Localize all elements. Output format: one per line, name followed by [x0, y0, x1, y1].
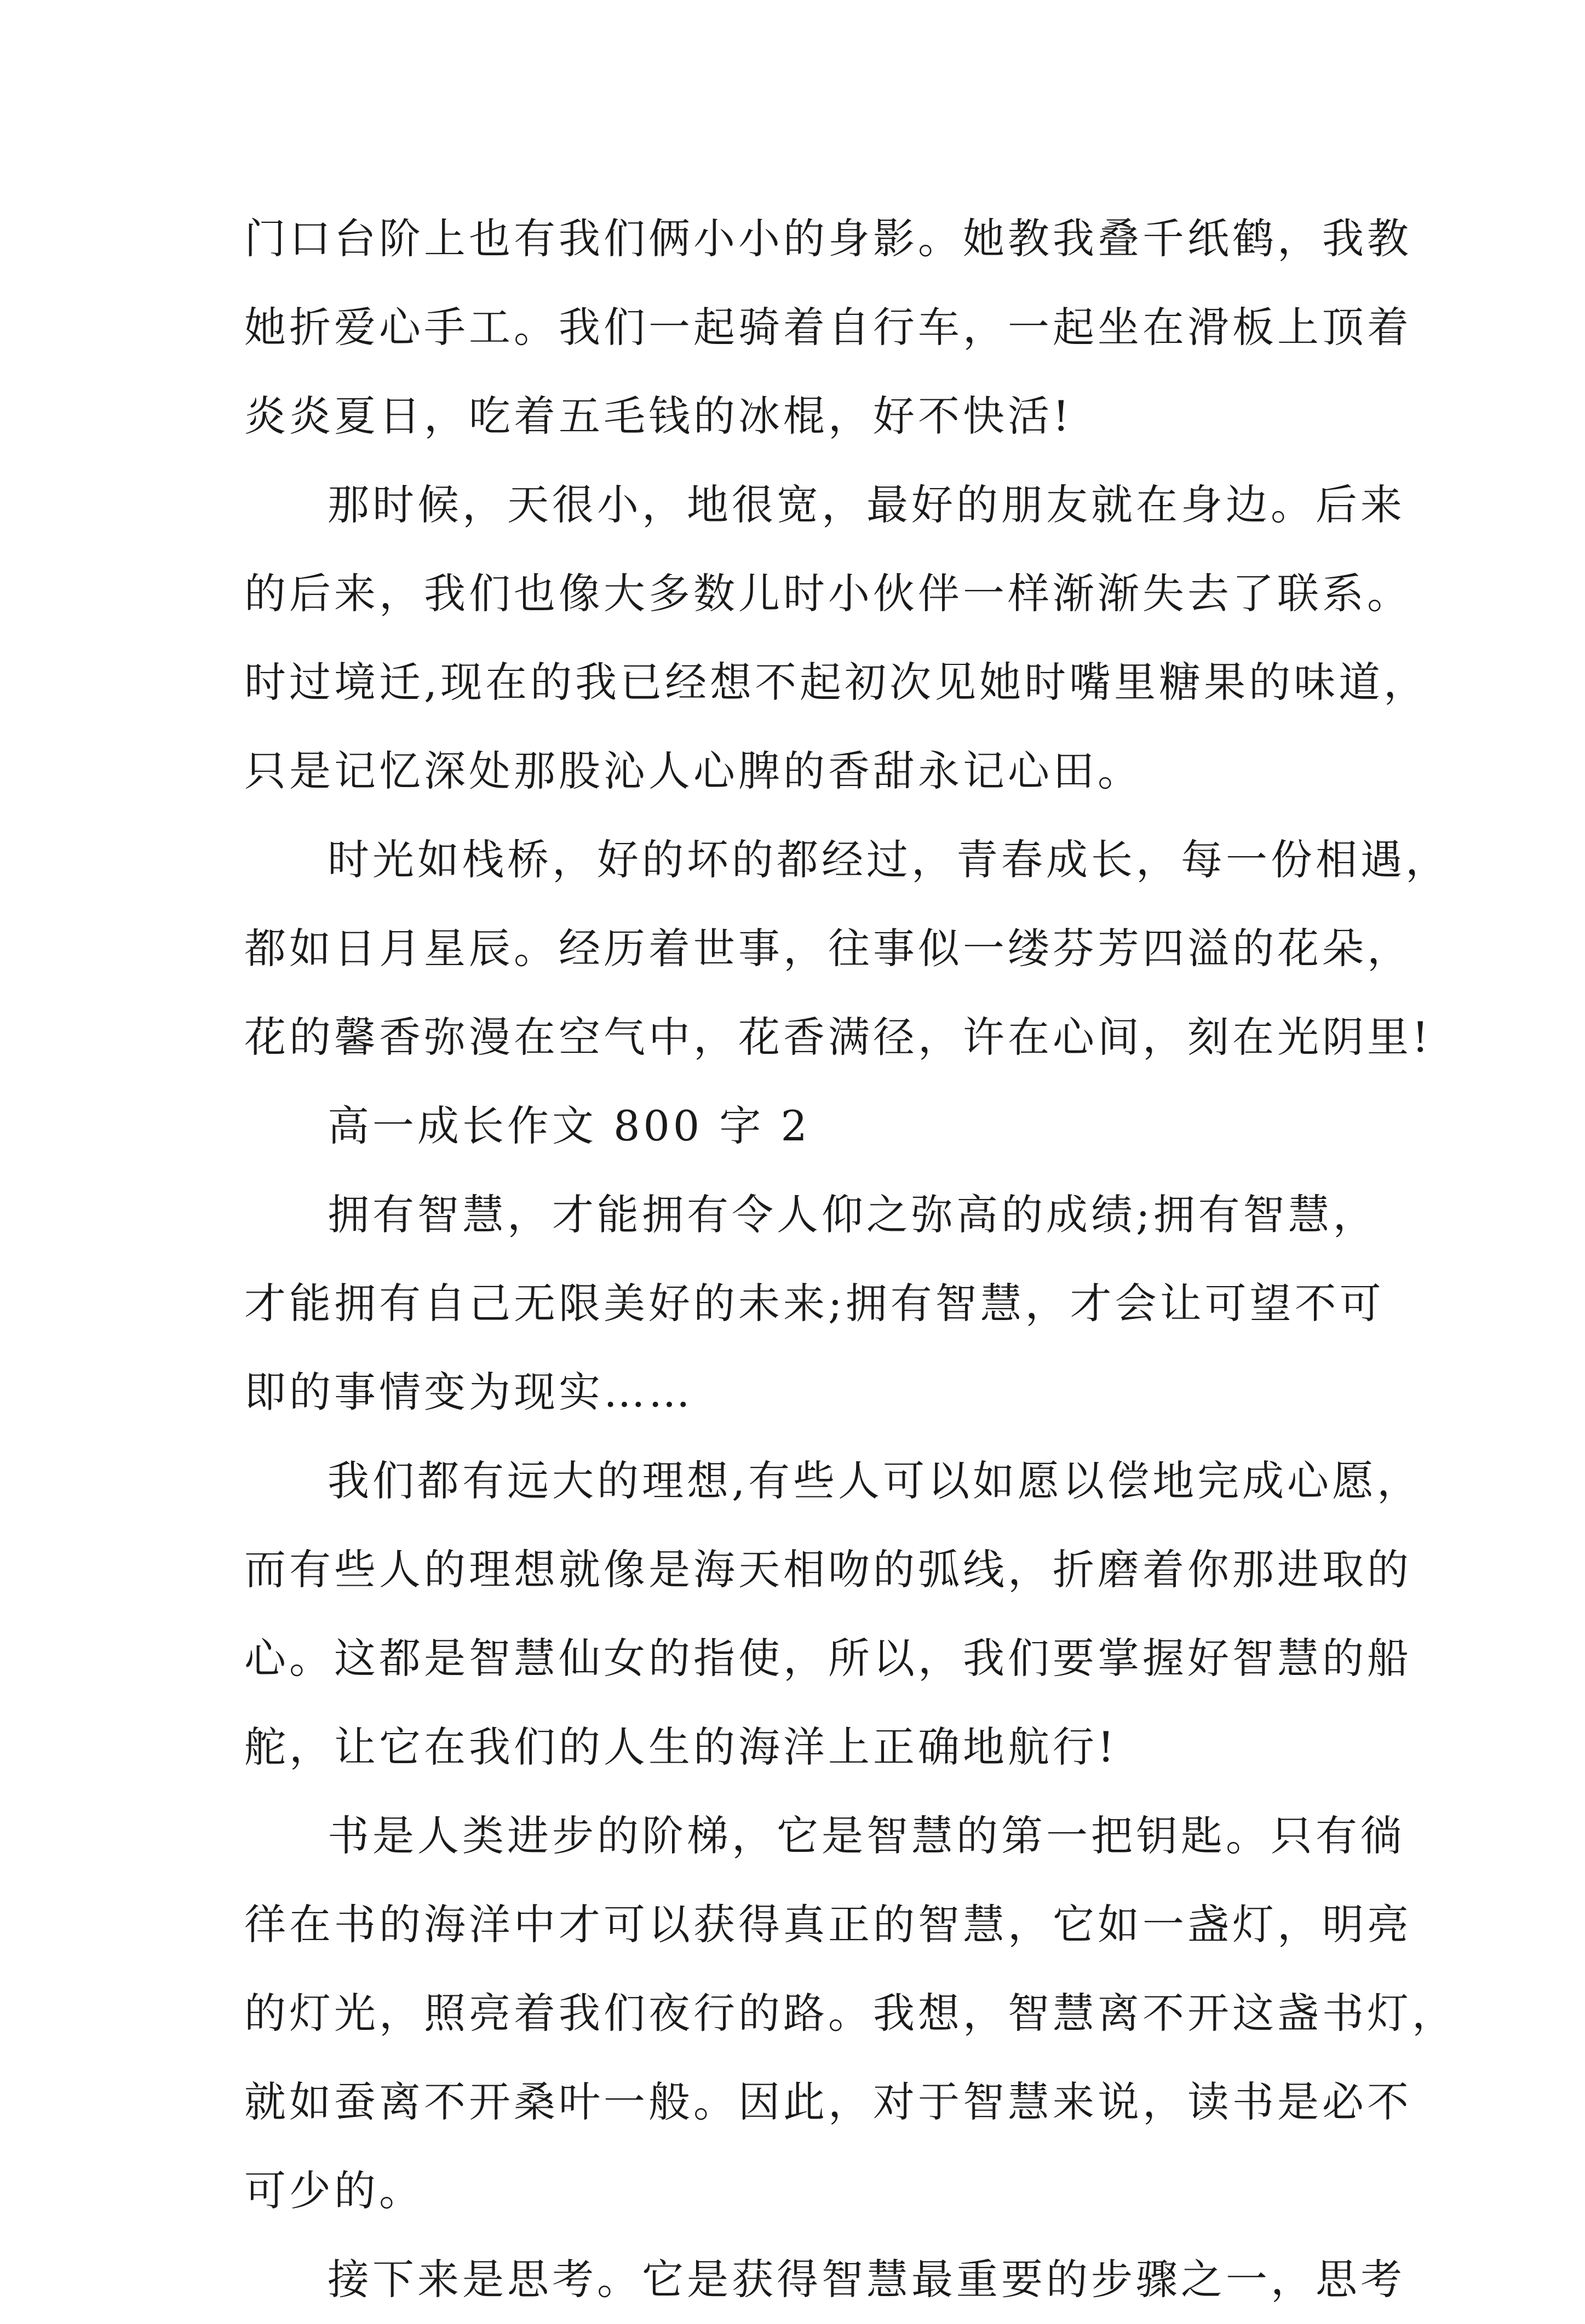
text-line: 而有些人的理想就像是海天相吻的弧线，折磨着你那进取的 [244, 1545, 1412, 1594]
text-line: 心。这都是智慧仙女的指使，所以，我们要掌握好智慧的船 [244, 1634, 1412, 1683]
text-line: 即的事情变为现实…… [244, 1368, 693, 1416]
text-line: 书是人类进步的阶梯，它是智慧的第一把钥匙。只有徜 [328, 1811, 1405, 1860]
document-body [244, 194, 1457, 2324]
text-line: 徉在书的海洋中才可以获得真正的智慧，它如一盏灯，明亮 [244, 1900, 1412, 1949]
text-line: 接下来是思考。它是获得智慧最重要的步骤之一，思考 [328, 2255, 1405, 2304]
text-line: 时过境迁,现在的我已经想不起初次见她时嘴里糖果的味道， [244, 658, 1429, 707]
text-line: 的灯光，照亮着我们夜行的路。我想，智慧离不开这盏书灯， [244, 1989, 1457, 2038]
section-heading: 高一成长作文 800 字 2 [328, 1101, 811, 1150]
text-line: 她折爱心手工。我们一起骑着自行车，一起坐在滑板上顶着 [244, 303, 1412, 352]
text-line: 拥有智慧，才能拥有令人仰之弥高的成绩;拥有智慧， [328, 1190, 1378, 1239]
text-line: 时光如栈桥，好的坏的都经过，青春成长，每一份相遇， [328, 835, 1450, 884]
text-line: 我们都有远大的理想,有些人可以如愿以偿地完成心愿， [328, 1456, 1422, 1505]
text-line: 那时候，天很小，地很宽，最好的朋友就在身边。后来 [328, 480, 1405, 529]
text-line: 就如蚕离不开桑叶一般。因此，对于智慧来说，读书是必不 [244, 2078, 1412, 2126]
text-line: 花的馨香弥漫在空气中，花香满径，许在心间，刻在光阴里! [244, 1013, 1432, 1061]
text-line: 才能拥有自己无限美好的未来;拥有智慧，才会让可望不可 [244, 1279, 1385, 1328]
text-line: 舵，让它在我们的人生的海洋上正确地航行! [244, 1723, 1118, 1771]
text-line: 可少的。 [244, 2166, 424, 2215]
text-line: 只是记忆深处那股沁人心脾的香甜永记心田。 [244, 747, 1142, 795]
text-line: 的后来，我们也像大多数儿时小伙伴一样渐渐失去了联系。 [244, 569, 1412, 618]
text-line: 门口台阶上也有我们俩小小的身影。她教我叠千纸鹤，我教 [244, 214, 1412, 263]
text-line: 都如日月星辰。经历着世事，往事似一缕芬芳四溢的花朵， [244, 924, 1412, 973]
text-line: 炎炎夏日，吃着五毛钱的冰棍，好不快活! [244, 392, 1073, 440]
